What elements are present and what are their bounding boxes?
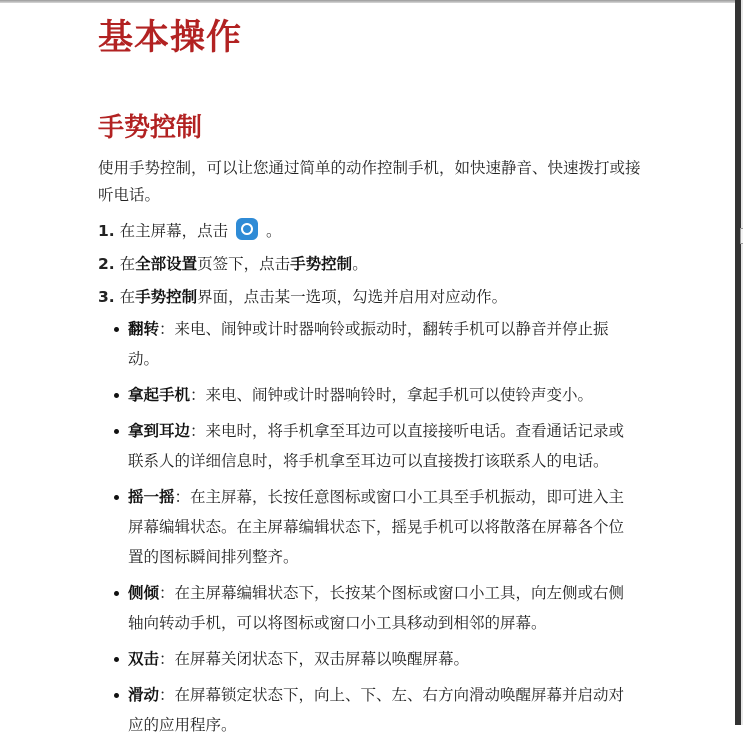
- gesture-desc: ：在屏幕关闭状态下，双击屏幕以唤醒屏幕。: [159, 650, 470, 668]
- gesture-item-shake: [114, 482, 639, 572]
- page-title: 基本操作: [98, 18, 243, 58]
- step-bold-text: 手势控制: [290, 255, 353, 273]
- gesture-name: 滑动: [128, 686, 160, 704]
- gesture-name: 双击: [128, 650, 160, 668]
- intro-paragraph: 使用手势控制，可以让您通过简单的动作控制手机，如快速静音、快速拨打或接听电话。: [98, 159, 641, 204]
- gesture-item-ear: [114, 416, 639, 476]
- settings-gear-icon: [236, 218, 258, 240]
- step-text: 在: [119, 255, 136, 273]
- step-text: 。: [266, 222, 282, 240]
- gesture-name: 摇一摇: [128, 488, 175, 506]
- step-text: 。: [352, 255, 368, 273]
- gesture-desc: ：来电时，将手机拿至耳边可以直接接听电话。查看通话记录或联系人的详细信息时，将手机拿至耳边可以直接拨打该联系人的电话。: [128, 422, 625, 470]
- gesture-desc: ：在主屏幕编辑状态下，长按某个图标或窗口小工具，向左侧或右侧轴向转动手机，可以将图标或窗口小工具移动到相邻的屏幕。: [128, 584, 625, 632]
- gesture-desc: ：来电、闹钟或计时器响铃或振动时，翻转手机可以静音并停止振动。: [128, 320, 609, 368]
- step-number: 1.: [98, 222, 115, 240]
- gesture-desc: ：在屏幕锁定状态下，向上、下、左、右方向滑动唤醒屏幕并启动对应的应用程序。: [128, 686, 625, 734]
- gesture-name: 拿起手机: [128, 386, 191, 404]
- step-text: 在: [119, 288, 136, 306]
- steps-list: [98, 216, 643, 315]
- gesture-item-flip: [114, 314, 639, 374]
- gesture-item-double-tap: [114, 644, 639, 674]
- step-number: 2.: [98, 255, 115, 273]
- gesture-name: 侧倾: [128, 584, 160, 602]
- step-1: [98, 216, 643, 249]
- gesture-list: [114, 314, 639, 746]
- gesture-name: 拿到耳边: [128, 422, 191, 440]
- step-text: 界面，点击某一选项，勾选并启用对应动作。: [197, 288, 508, 306]
- gesture-desc: ：来电、闹钟或计时器响铃时，拿起手机可以使铃声变小。: [190, 386, 594, 404]
- step-number: 3.: [98, 288, 115, 306]
- step-text: 在主屏幕，点击: [119, 222, 229, 240]
- step-text: 页签下，点击: [197, 255, 291, 273]
- step-2: [98, 249, 643, 282]
- step-bold-text: 手势控制: [135, 288, 198, 306]
- gesture-item-pickup: [114, 380, 639, 410]
- gesture-item-tilt: [114, 578, 639, 638]
- gesture-item-swipe: [114, 680, 639, 740]
- gesture-name: 翻转: [128, 320, 160, 338]
- section-title: 手势控制: [98, 113, 203, 143]
- top-edge-shadow: [0, 0, 735, 3]
- step-bold-text: 全部设置: [135, 255, 198, 273]
- gesture-desc: ：在主屏幕，长按任意图标或窗口小工具至手机振动，即可进入主屏幕编辑状态。在主屏幕编辑状态下，摇晃手机可以将散落在屏幕各个位置的图标瞬间排列整齐。: [128, 488, 625, 566]
- step-3: [98, 282, 643, 315]
